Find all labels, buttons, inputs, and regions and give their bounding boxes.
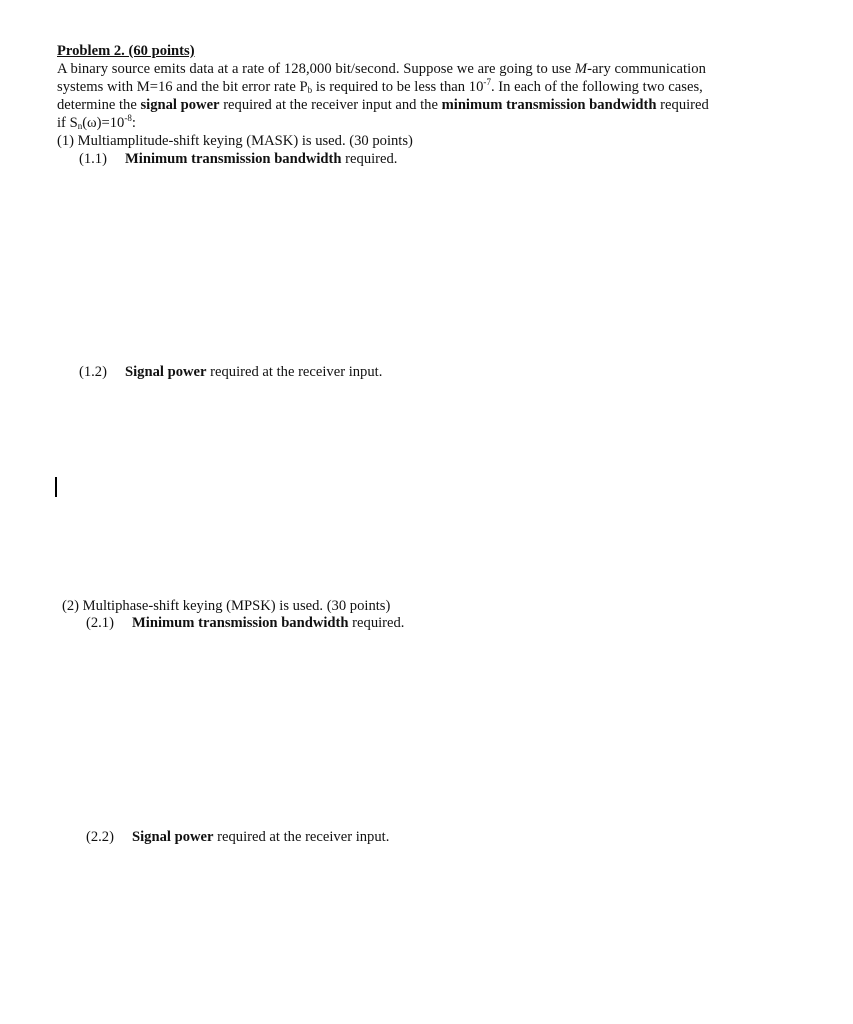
question-bold-text: Signal power (132, 829, 214, 845)
statement-line-2: systems with M=16 and the bit error rate $P_b$ is required to be less than $10^{-7}$. In each of the following two cases, (57, 77, 703, 95)
question-number: (1.2) (79, 364, 107, 380)
question-text: required. (341, 151, 398, 167)
question-bold-text: Signal power (125, 364, 207, 380)
question-bold-text: Minimum transmission bandwidth (132, 615, 349, 631)
question-1-1 (79, 150, 397, 168)
question-number: (2.2) (86, 829, 114, 845)
question-number: (2.1) (86, 615, 114, 631)
statement-line-1: A binary source emits data at a rate of 128,000 bit/second. Suppose we are going to use M-ary communication (57, 61, 706, 77)
problem-statement (57, 60, 757, 132)
case-2-heading: (2) Multiphase-shift keying (MPSK) is used. (30 points) (62, 598, 391, 614)
problem-title: Problem 2. (60 points) (57, 43, 195, 59)
statement-line-4: if $S_n(\omega)=10^{-8}$: (57, 113, 136, 131)
case-1-heading: (1) Multiamplitude-shift keying (MASK) is used. (30 points) (57, 133, 413, 149)
question-number: (1.1) (79, 151, 107, 167)
question-2-2 (86, 828, 389, 846)
question-bold-text: Minimum transmission bandwidth (125, 151, 342, 167)
question-text: required at the receiver input. (213, 829, 390, 845)
question-text: required at the receiver input. (206, 364, 383, 380)
question-text: required. (348, 615, 405, 631)
statement-line-3: determine the signal power required at the receiver input and the minimum transmission bandwidth required (57, 97, 709, 113)
question-1-2 (79, 363, 382, 381)
question-2-1 (86, 614, 404, 632)
text-cursor (55, 477, 57, 497)
